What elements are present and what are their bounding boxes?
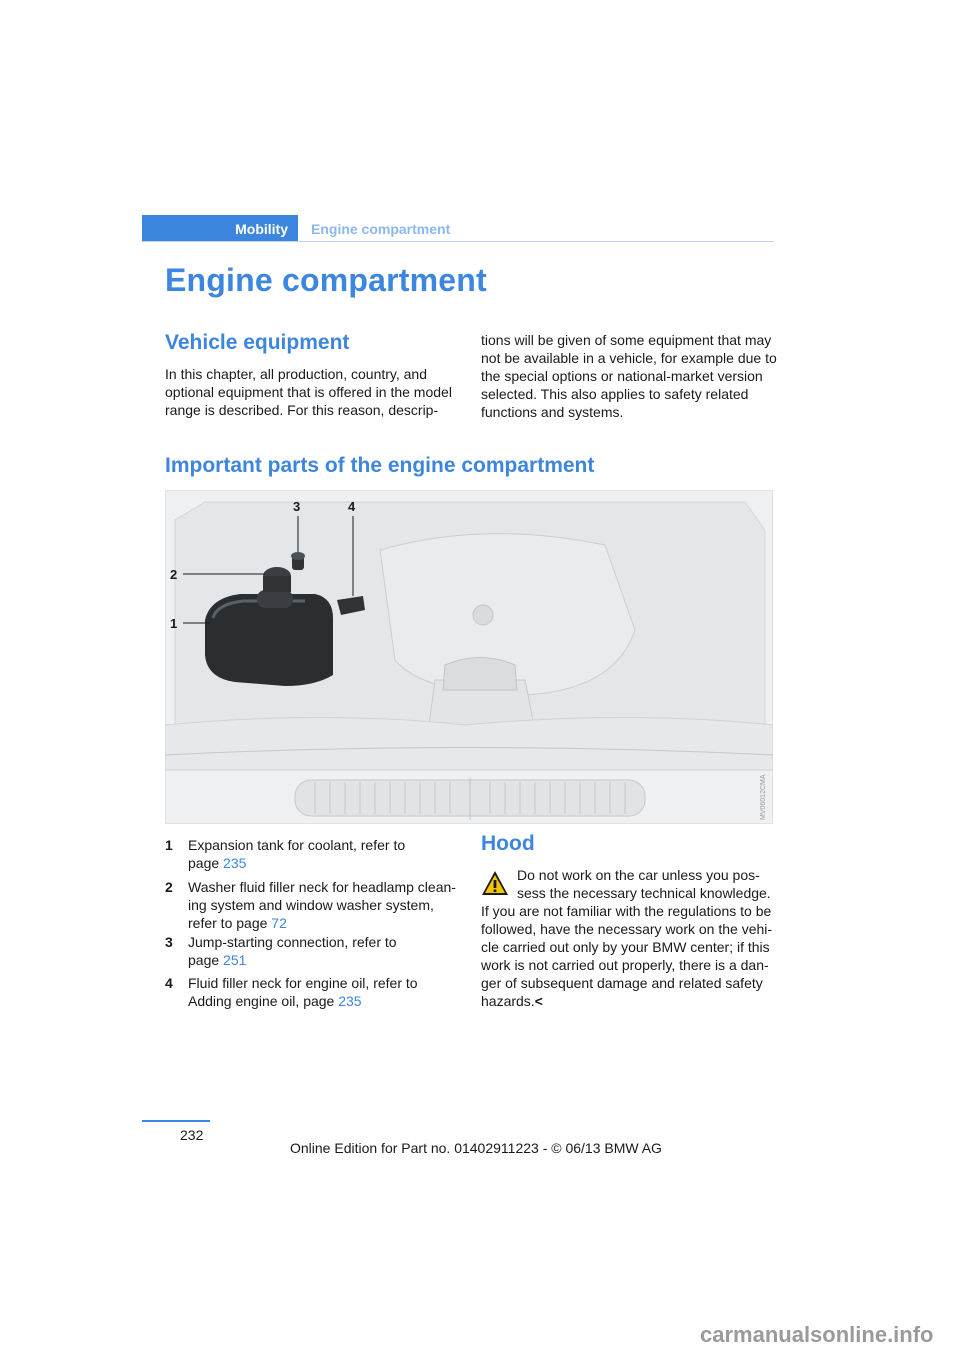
- item-number: 3: [165, 934, 173, 950]
- text-line: work is not carried out properly, there is a dan-: [481, 957, 769, 973]
- text-line: page: [188, 952, 224, 968]
- text-line: refer to page: [188, 915, 272, 931]
- end-marker: <: [534, 993, 543, 1009]
- text-line: tions will be given of some equipment that may: [481, 332, 772, 348]
- vehicle-equipment-col2: [481, 331, 781, 421]
- list-item: [165, 836, 465, 872]
- text-line: followed, have the necessary work on the vehi-: [481, 921, 773, 937]
- text-line: Washer fluid filler neck for headlamp clean-: [188, 879, 456, 895]
- footer-rule: [142, 1120, 210, 1122]
- text-line: cle carried out only by your BMW center; if this: [481, 939, 770, 955]
- text-line: hazards.: [481, 993, 535, 1009]
- text-line: selected. This also applies to safety related: [481, 386, 749, 402]
- text-line: Jump-starting connection, refer to: [188, 934, 397, 950]
- text-line: sess the necessary technical knowledge.: [517, 885, 771, 901]
- page-link[interactable]: 72: [271, 915, 287, 931]
- text-line: If you are not familiar with the regulations to be: [481, 903, 772, 919]
- hood-warning-text: [481, 866, 781, 1010]
- item-number: 4: [165, 975, 173, 991]
- engine-compartment-figure: [165, 490, 773, 824]
- section-label: Mobility: [235, 221, 288, 237]
- item-number: 2: [165, 879, 173, 895]
- text-line: ger of subsequent damage and related safety: [481, 975, 763, 991]
- figure-code: MV06012CMA: [760, 774, 767, 820]
- text-line: the special options or national-market version: [481, 368, 763, 384]
- page-link[interactable]: 251: [223, 952, 247, 968]
- text-line: Expansion tank for coolant, refer to: [188, 837, 406, 853]
- text-line: optional equipment that is offered in the model: [165, 384, 452, 400]
- list-item: [165, 878, 465, 932]
- vehicle-equipment-heading: Vehicle equipment: [165, 331, 350, 354]
- hood-heading: Hood: [481, 832, 535, 855]
- text-line: Fluid filler neck for engine oil, refer to: [188, 975, 418, 991]
- vehicle-equipment-col1: [165, 365, 465, 419]
- text-line: range is described. For this reason, descrip-: [165, 402, 439, 418]
- callout-3: 3: [293, 499, 301, 514]
- list-item: [165, 974, 465, 1010]
- text-line: Adding engine oil, page: [188, 993, 339, 1009]
- header-rule: [142, 241, 774, 242]
- text-line: not be available in a vehicle, for example due to: [481, 350, 777, 366]
- list-item: [165, 933, 465, 969]
- page-title: Engine compartment: [165, 262, 487, 298]
- text-line: ing system and window washer system,: [188, 897, 434, 913]
- text-line: functions and systems.: [481, 404, 624, 420]
- text-line: Do not work on the car unless you pos-: [517, 867, 760, 883]
- callout-4: 4: [348, 499, 356, 514]
- running-title: Engine compartment: [311, 221, 451, 237]
- page-link[interactable]: 235: [338, 993, 362, 1009]
- watermark: carmanualsonline.info: [700, 1322, 934, 1347]
- section-tab: [142, 215, 298, 242]
- callout-1: 1: [170, 616, 178, 631]
- item-number: 1: [165, 837, 173, 853]
- page-link[interactable]: 235: [223, 855, 247, 871]
- callout-2: 2: [170, 567, 178, 582]
- text-line: page: [188, 855, 224, 871]
- edition-note: Online Edition for Part no. 01402911223 - © 06/13 BMW AG: [290, 1140, 662, 1156]
- text-line: In this chapter, all production, country, and: [165, 366, 428, 382]
- important-parts-heading: Important parts of the engine compartment: [165, 454, 595, 477]
- page-number: 232: [180, 1127, 204, 1143]
